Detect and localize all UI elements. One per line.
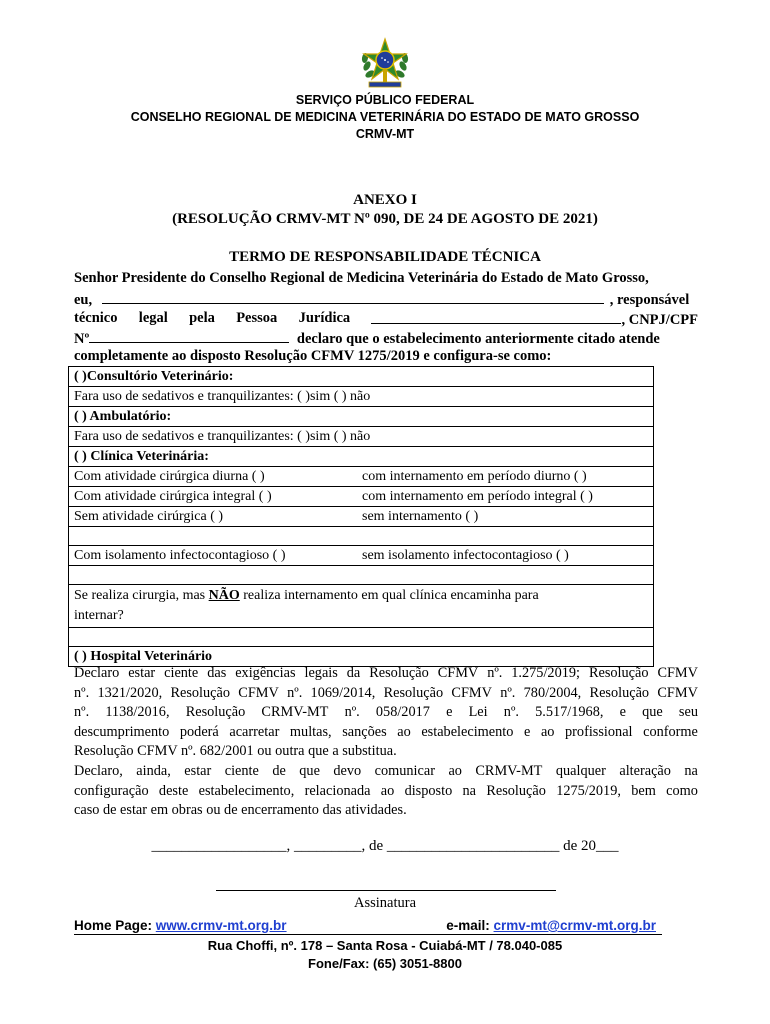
word: exigências	[235, 665, 296, 681]
header-service: SERVIÇO PÚBLICO FEDERAL	[295, 93, 475, 107]
word: CRMV-MT	[261, 704, 329, 720]
word: qualquer	[555, 763, 606, 779]
word: nº.	[487, 665, 503, 681]
word: da	[346, 665, 361, 681]
empty-row	[69, 566, 653, 585]
word: Resolução	[170, 684, 231, 701]
word: CFMV	[437, 665, 479, 681]
word: descumprimento	[74, 723, 170, 740]
word: ao	[380, 782, 395, 799]
clinica-integral-row	[69, 487, 653, 507]
word: Resolução	[185, 704, 246, 720]
word: de	[272, 763, 286, 779]
clinica-row	[69, 447, 653, 467]
word: devo	[333, 763, 362, 779]
home-page-link[interactable]: www.crmv-mt.org.br	[155, 918, 287, 933]
consultorio-row	[69, 367, 653, 387]
word: das	[207, 665, 227, 681]
word: poderá	[179, 723, 219, 740]
word: 1321/2020,	[97, 684, 163, 701]
internamento-diurno-option[interactable]: com internamento em período diurno ( )	[362, 469, 587, 484]
word: bem	[631, 782, 656, 799]
word: ainda,	[136, 763, 171, 779]
word: e	[619, 704, 626, 720]
sedativos-option-1[interactable]: Fara uso de sedativos e tranquilizantes: ( )sim ( ) não	[74, 389, 371, 404]
word: e	[524, 723, 531, 740]
decl-line: Resolução CFMV nº. 682/2001 ou outra que a substitua.	[74, 743, 397, 759]
email-link[interactable]: crmv-mt@crmv-mt.org.br	[493, 918, 656, 933]
name-blank[interactable]	[102, 290, 604, 304]
establishment-table	[68, 366, 654, 667]
word: 1069/2014,	[310, 684, 376, 701]
intro-line-5: completamente ao disposto Resolução CFMV 1275/2019 e configura-se como:	[74, 348, 552, 364]
word: nº.	[287, 684, 303, 701]
ambulatorio-option[interactable]: ( ) Ambulatório:	[74, 409, 172, 424]
sem-isolamento-option[interactable]: sem isolamento infectocontagioso ( )	[362, 548, 569, 563]
word: Resolução	[588, 665, 649, 681]
hospital-option[interactable]: ( ) Hospital Veterinário	[74, 649, 213, 664]
word: estar	[128, 665, 156, 681]
word: nº.	[344, 704, 360, 720]
clinica-sem-row	[69, 507, 653, 527]
word: na	[684, 763, 698, 779]
sedativos-row-1	[69, 387, 653, 407]
clinica-diurna-row	[69, 467, 653, 487]
word: profissional	[565, 723, 633, 740]
word: ciente	[164, 665, 199, 681]
word: 1138/2016,	[105, 704, 170, 720]
word: 5.517/1968,	[535, 704, 604, 720]
word: nº.	[74, 684, 90, 701]
word: CFMV	[657, 684, 698, 701]
word: 1.275/2019;	[511, 665, 580, 681]
header-council: CONSELHO REGIONAL DE MEDICINA VETERINÁRIA DO ESTADO DE MATO GROSSO	[130, 110, 640, 124]
word: que	[642, 704, 663, 720]
word: CFMV	[238, 684, 279, 701]
word: Resolução	[486, 782, 546, 799]
sem-internamento-option[interactable]: sem internamento ( )	[362, 509, 479, 524]
term-title: TERMO DE RESPONSABILIDADE TÉCNICA	[229, 249, 541, 265]
word: disposto	[404, 782, 453, 799]
word: estabelecimento,	[198, 782, 295, 799]
decl-line	[74, 782, 698, 802]
word: conforme	[643, 723, 698, 740]
word: que	[299, 763, 320, 779]
intro-line-2: eu, , responsável	[74, 292, 690, 308]
word: deste	[158, 782, 189, 799]
signature-line[interactable]	[216, 890, 556, 891]
word: Resolução	[383, 684, 444, 701]
word: Declaro	[74, 665, 120, 681]
word: comunicar	[374, 763, 435, 779]
clinica-option[interactable]: ( ) Clínica Veterinária:	[74, 449, 209, 464]
word: CRMV-MT	[475, 763, 543, 779]
word: seu	[678, 704, 698, 720]
footer-phone: Fone/Fax: (65) 3051-8800	[308, 956, 462, 971]
word: sanções	[342, 723, 387, 740]
word: legais	[304, 665, 338, 681]
word: Declaro,	[74, 763, 123, 779]
word: Lei	[468, 704, 488, 720]
word: nº.	[503, 704, 519, 720]
word: Resolução	[589, 684, 650, 701]
word: alteração	[619, 763, 671, 779]
com-isolamento-option[interactable]: Com isolamento infectocontagioso ( )	[74, 548, 286, 563]
word: estar	[184, 763, 212, 779]
decl-line	[74, 703, 698, 723]
footer-address: Rua Choffi, nº. 178 – Santa Rosa - Cuiabá-MT / 78.040-085	[207, 938, 563, 953]
internamento-integral-option[interactable]: com internamento em período integral ( )	[362, 489, 593, 504]
word: e	[446, 704, 453, 720]
decl-line	[74, 664, 698, 684]
declaration-paragraph-1	[74, 664, 698, 762]
resolution-title: (RESOLUÇÃO CRMV-MT Nº 090, DE 24 DE AGOSTO DE 2021)	[172, 211, 598, 227]
word: CFMV	[451, 684, 492, 701]
sedativos-row-2	[69, 427, 653, 447]
word: estabelecimento	[421, 723, 514, 740]
word: CFMV	[657, 665, 698, 681]
word: na	[462, 782, 477, 799]
date-line[interactable]: __________________, _________, de _______________________ de 20___	[151, 838, 619, 854]
word: ao	[448, 763, 462, 779]
cirurgia-integral-option[interactable]: Com atividade cirúrgica integral ( )	[74, 489, 272, 504]
empty-row	[69, 527, 653, 546]
word: relacionada	[304, 782, 371, 799]
word: 780/2004,	[523, 684, 582, 701]
word: Resolução	[369, 665, 429, 681]
company-blank[interactable]	[371, 310, 621, 324]
intro-line-4: Nº declaro que o estabelecimento anteriormente citado atende	[74, 331, 660, 347]
decl-line	[74, 723, 698, 743]
word: multas,	[289, 723, 332, 740]
word: ao	[540, 723, 555, 740]
word: nº.	[500, 684, 516, 701]
intro-line-3: técnico legal pela Pessoa Jurídica , CNPJ/CPF	[74, 310, 698, 328]
signature-label: Assinatura	[353, 895, 416, 911]
consultorio-option[interactable]: ( )Consultório Veterinário:	[74, 369, 234, 384]
word: configuração	[74, 782, 149, 799]
cirurgia-diurna-option[interactable]: Com atividade cirúrgica diurna ( )	[74, 469, 265, 484]
cnpj-blank[interactable]	[89, 329, 289, 343]
encaminhamento-row: Se realiza cirurgia, mas NÃO realiza internamento em qual clínica encaminha para internar?	[69, 585, 653, 628]
sedativos-option-2[interactable]: Fara uso de sedativos e tranquilizantes: ( )sim ( ) não	[74, 429, 371, 444]
sem-cirurgia-option[interactable]: Sem atividade cirúrgica ( )	[74, 509, 224, 524]
encaminhamento-answer-row[interactable]	[69, 628, 653, 647]
word: nº.	[74, 704, 90, 720]
ambulatorio-row	[69, 407, 653, 427]
footer-contacts: Home Page: www.crmv-mt.org.br e-mail: crmv-mt@crmv-mt.org.br	[74, 918, 662, 935]
intro-line-1: Senhor Presidente do Conselho Regional de Medicina Veterinária do Estado de Mato Grosso,	[74, 270, 649, 286]
decl-line	[74, 684, 698, 704]
decl-line	[74, 762, 698, 782]
word: ciente	[224, 763, 259, 779]
header-acronym: CRMV-MT	[355, 127, 415, 141]
isolamento-row	[69, 546, 653, 566]
decl-line: caso de estar em obras ou de encerramento das atividades.	[74, 802, 407, 818]
word: 1275/2019,	[556, 782, 621, 799]
brazil-coat-of-arms-icon	[357, 36, 413, 92]
declaration-paragraph-2	[74, 762, 698, 821]
word: 058/2017	[375, 704, 430, 720]
word: como	[666, 782, 698, 799]
annex-title: ANEXO I	[353, 192, 417, 208]
word: acarretar	[229, 723, 280, 740]
word: ao	[397, 723, 411, 740]
